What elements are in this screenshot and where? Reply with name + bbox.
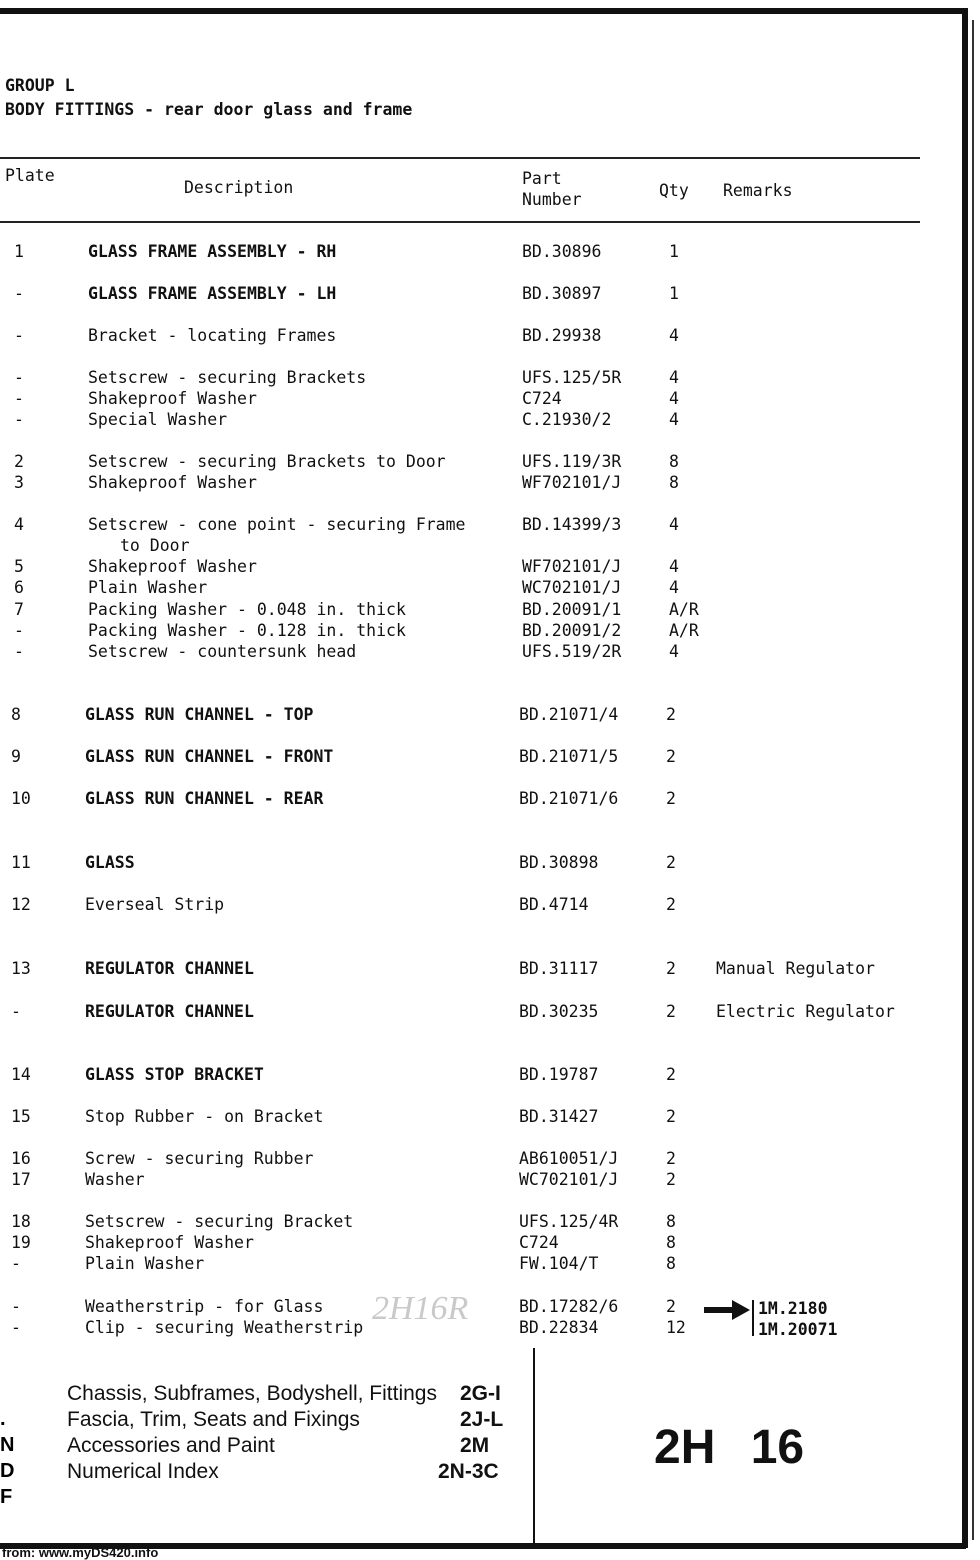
row-part-number: BD.20091/1 xyxy=(522,600,622,619)
row-plate: 4 xyxy=(14,515,24,534)
row-description: Screw - securing Rubber xyxy=(85,1149,314,1168)
row-description: GLASS RUN CHANNEL - REAR xyxy=(85,789,324,808)
row-plate: 10 xyxy=(11,789,31,808)
row-part-number: BD.21071/4 xyxy=(519,705,619,724)
footer-section-4-label: Numerical Index xyxy=(67,1460,219,1483)
row-plate: 15 xyxy=(11,1107,31,1126)
row-description: REGULATOR CHANNEL xyxy=(85,1002,254,1021)
row-qty: 1 xyxy=(669,284,679,303)
row-qty: 4 xyxy=(669,557,679,576)
row-qty: 4 xyxy=(669,368,679,387)
change-note-1: 1M.2180 xyxy=(758,1299,828,1318)
row-part-number: C724 xyxy=(522,389,562,408)
row-part-number: BD.30897 xyxy=(522,284,602,303)
row-description: Plain Washer xyxy=(88,578,208,597)
edge-letter-2: N xyxy=(0,1434,15,1456)
row-description: Shakeproof Washer xyxy=(88,389,257,408)
change-note-bar xyxy=(752,1300,754,1336)
row-qty: 4 xyxy=(669,389,679,408)
row-description: GLASS RUN CHANNEL - TOP xyxy=(85,705,314,724)
row-description: Shakeproof Washer xyxy=(88,557,257,576)
footer-section-1-label: Chassis, Subframes, Bodyshell, Fittings xyxy=(67,1382,437,1405)
row-description: GLASS xyxy=(85,853,135,872)
row-description: Weatherstrip - for Glass xyxy=(85,1297,324,1316)
footer-section-1-code: 2G-I xyxy=(460,1382,501,1405)
row-part-number: BD.17282/6 xyxy=(519,1297,619,1316)
row-part-number: WC702101/J xyxy=(519,1170,619,1189)
row-part-number: UFS.119/3R xyxy=(522,452,622,471)
row-plate: - xyxy=(14,410,24,429)
footer-section-2-code: 2J-L xyxy=(460,1408,504,1431)
row-qty: 4 xyxy=(669,642,679,661)
row-part-number: BD.31117 xyxy=(519,959,599,978)
footer-section-3-code: 2M xyxy=(460,1434,490,1457)
row-remarks: Manual Regulator xyxy=(716,959,875,978)
row-plate: - xyxy=(11,1318,21,1337)
page-border-right-inner xyxy=(972,20,974,1540)
row-qty: 4 xyxy=(669,410,679,429)
row-description: Clip - securing Weatherstrip xyxy=(85,1318,364,1337)
row-description: Setscrew - countersunk head xyxy=(88,642,357,661)
arrow-icon xyxy=(704,1300,750,1325)
row-plate: - xyxy=(11,1254,21,1273)
row-qty: 8 xyxy=(669,452,679,471)
row-plate: 11 xyxy=(11,853,31,872)
row-description: Everseal Strip xyxy=(85,895,225,914)
row-plate: 17 xyxy=(11,1170,31,1189)
edge-letter-3: D xyxy=(0,1460,15,1482)
row-qty: 12 xyxy=(666,1318,686,1337)
row-plate: 5 xyxy=(14,557,24,576)
row-qty: 2 xyxy=(666,1002,676,1021)
col-header-remarks: Remarks xyxy=(723,181,793,200)
row-description: Setscrew - securing Brackets xyxy=(88,368,367,387)
row-qty: 2 xyxy=(666,1065,676,1084)
footer-section-3-label: Accessories and Paint xyxy=(67,1434,275,1457)
row-qty: 2 xyxy=(666,895,676,914)
row-plate: - xyxy=(11,1297,21,1316)
row-qty: A/R xyxy=(669,600,699,619)
row-part-number: BD.31427 xyxy=(519,1107,599,1126)
handwritten-note: 2H16R xyxy=(372,1290,469,1327)
col-header-description: Description xyxy=(184,178,294,197)
row-plate: - xyxy=(14,326,24,345)
row-plate: 13 xyxy=(11,959,31,978)
row-qty: 8 xyxy=(666,1233,676,1252)
row-plate: 7 xyxy=(14,600,24,619)
header-rule-top xyxy=(0,157,920,159)
row-plate: 6 xyxy=(14,578,24,597)
row-part-number: WF702101/J xyxy=(522,473,622,492)
row-qty: 4 xyxy=(669,578,679,597)
header-rule-bottom xyxy=(0,221,920,223)
row-description: Plain Washer xyxy=(85,1254,205,1273)
row-plate: 14 xyxy=(11,1065,31,1084)
row-qty: 2 xyxy=(666,705,676,724)
footer-section-2-label: Fascia, Trim, Seats and Fixings xyxy=(67,1408,360,1431)
row-part-number: BD.14399/3 xyxy=(522,515,622,534)
col-header-plate: Plate xyxy=(5,166,55,185)
row-plate: 19 xyxy=(11,1233,31,1252)
row-description: Bracket - locating Frames xyxy=(88,326,337,345)
row-qty: 8 xyxy=(666,1254,676,1273)
source-credit: from: www.myDS420.info xyxy=(2,1545,159,1560)
row-remarks: Electric Regulator xyxy=(716,1002,895,1021)
edge-letter-4: F xyxy=(0,1486,13,1508)
footer-section-4-code: 2N-3C xyxy=(438,1460,499,1483)
row-part-number: WC702101/J xyxy=(522,578,622,597)
row-part-number: UFS.125/4R xyxy=(519,1212,619,1231)
row-part-number: BD.20091/2 xyxy=(522,621,622,640)
row-plate: 12 xyxy=(11,895,31,914)
row-qty: 2 xyxy=(666,959,676,978)
row-qty: 1 xyxy=(669,242,679,261)
row-description: REGULATOR CHANNEL xyxy=(85,959,254,978)
row-qty: 2 xyxy=(666,789,676,808)
row-part-number: C724 xyxy=(519,1233,559,1252)
row-part-number: BD.21071/6 xyxy=(519,789,619,808)
row-qty: 4 xyxy=(669,515,679,534)
row-description: GLASS FRAME ASSEMBLY - LH xyxy=(88,284,337,303)
row-description: Washer xyxy=(85,1170,145,1189)
row-part-number: BD.29938 xyxy=(522,326,602,345)
row-qty: 4 xyxy=(669,326,679,345)
row-description: Setscrew - securing Brackets to Door xyxy=(88,452,446,471)
row-plate: 18 xyxy=(11,1212,31,1231)
col-header-qty: Qty xyxy=(659,181,689,200)
page-border-right xyxy=(962,8,968,1548)
row-plate: - xyxy=(14,284,24,303)
footer-divider xyxy=(533,1348,535,1543)
row-description: Stop Rubber - on Bracket xyxy=(85,1107,324,1126)
row-qty: 8 xyxy=(666,1212,676,1231)
row-qty: 8 xyxy=(669,473,679,492)
row-part-number: FW.104/T xyxy=(519,1254,599,1273)
row-part-number: UFS.125/5R xyxy=(522,368,622,387)
row-plate: - xyxy=(14,368,24,387)
row-qty: 2 xyxy=(666,1297,676,1316)
row-description: Special Washer xyxy=(88,410,228,429)
row-plate: 8 xyxy=(11,705,21,724)
row-part-number: C.21930/2 xyxy=(522,410,612,429)
row-part-number: BD.30898 xyxy=(519,853,599,872)
row-qty: 2 xyxy=(666,1107,676,1126)
row-part-number: AB610051/J xyxy=(519,1149,619,1168)
row-part-number: BD.21071/5 xyxy=(519,747,619,766)
row-plate: 3 xyxy=(14,473,24,492)
row-description: GLASS STOP BRACKET xyxy=(85,1065,264,1084)
row-qty: 2 xyxy=(666,853,676,872)
row-plate: 2 xyxy=(14,452,24,471)
page-border-top xyxy=(0,8,966,14)
row-description: Shakeproof Washer xyxy=(88,473,257,492)
row-part-number: UFS.519/2R xyxy=(522,642,622,661)
row-part-number: WF702101/J xyxy=(522,557,622,576)
page-code: 2H 16 xyxy=(654,1421,805,1474)
row-part-number: BD.22834 xyxy=(519,1318,599,1337)
row-plate: 1 xyxy=(14,242,24,261)
row-description: Setscrew - cone point - securing Frame xyxy=(88,515,466,534)
row-description-cont: to Door xyxy=(120,536,190,555)
edge-letter-1: . xyxy=(0,1408,6,1430)
row-description: Setscrew - securing Bracket xyxy=(85,1212,354,1231)
row-description: GLASS FRAME ASSEMBLY - RH xyxy=(88,242,337,261)
row-plate: - xyxy=(11,1002,21,1021)
row-part-number: BD.4714 xyxy=(519,895,589,914)
row-description: Packing Washer - 0.048 in. thick xyxy=(88,600,406,619)
col-header-number: Number xyxy=(522,190,582,209)
row-plate: 9 xyxy=(11,747,21,766)
group-heading: GROUP L xyxy=(5,76,75,95)
change-note-2: 1M.20071 xyxy=(758,1320,838,1339)
row-part-number: BD.30896 xyxy=(522,242,602,261)
section-title: BODY FITTINGS - rear door glass and frame xyxy=(5,100,413,119)
row-qty: 2 xyxy=(666,1170,676,1189)
row-description: GLASS RUN CHANNEL - FRONT xyxy=(85,747,334,766)
row-part-number: BD.30235 xyxy=(519,1002,599,1021)
row-description: Packing Washer - 0.128 in. thick xyxy=(88,621,406,640)
row-qty: 2 xyxy=(666,747,676,766)
row-plate: - xyxy=(14,621,24,640)
row-qty: 2 xyxy=(666,1149,676,1168)
col-header-part: Part xyxy=(522,169,562,188)
row-qty: A/R xyxy=(669,621,699,640)
row-part-number: BD.19787 xyxy=(519,1065,599,1084)
row-plate: - xyxy=(14,642,24,661)
row-description: Shakeproof Washer xyxy=(85,1233,254,1252)
row-plate: 16 xyxy=(11,1149,31,1168)
row-plate: - xyxy=(14,389,24,408)
